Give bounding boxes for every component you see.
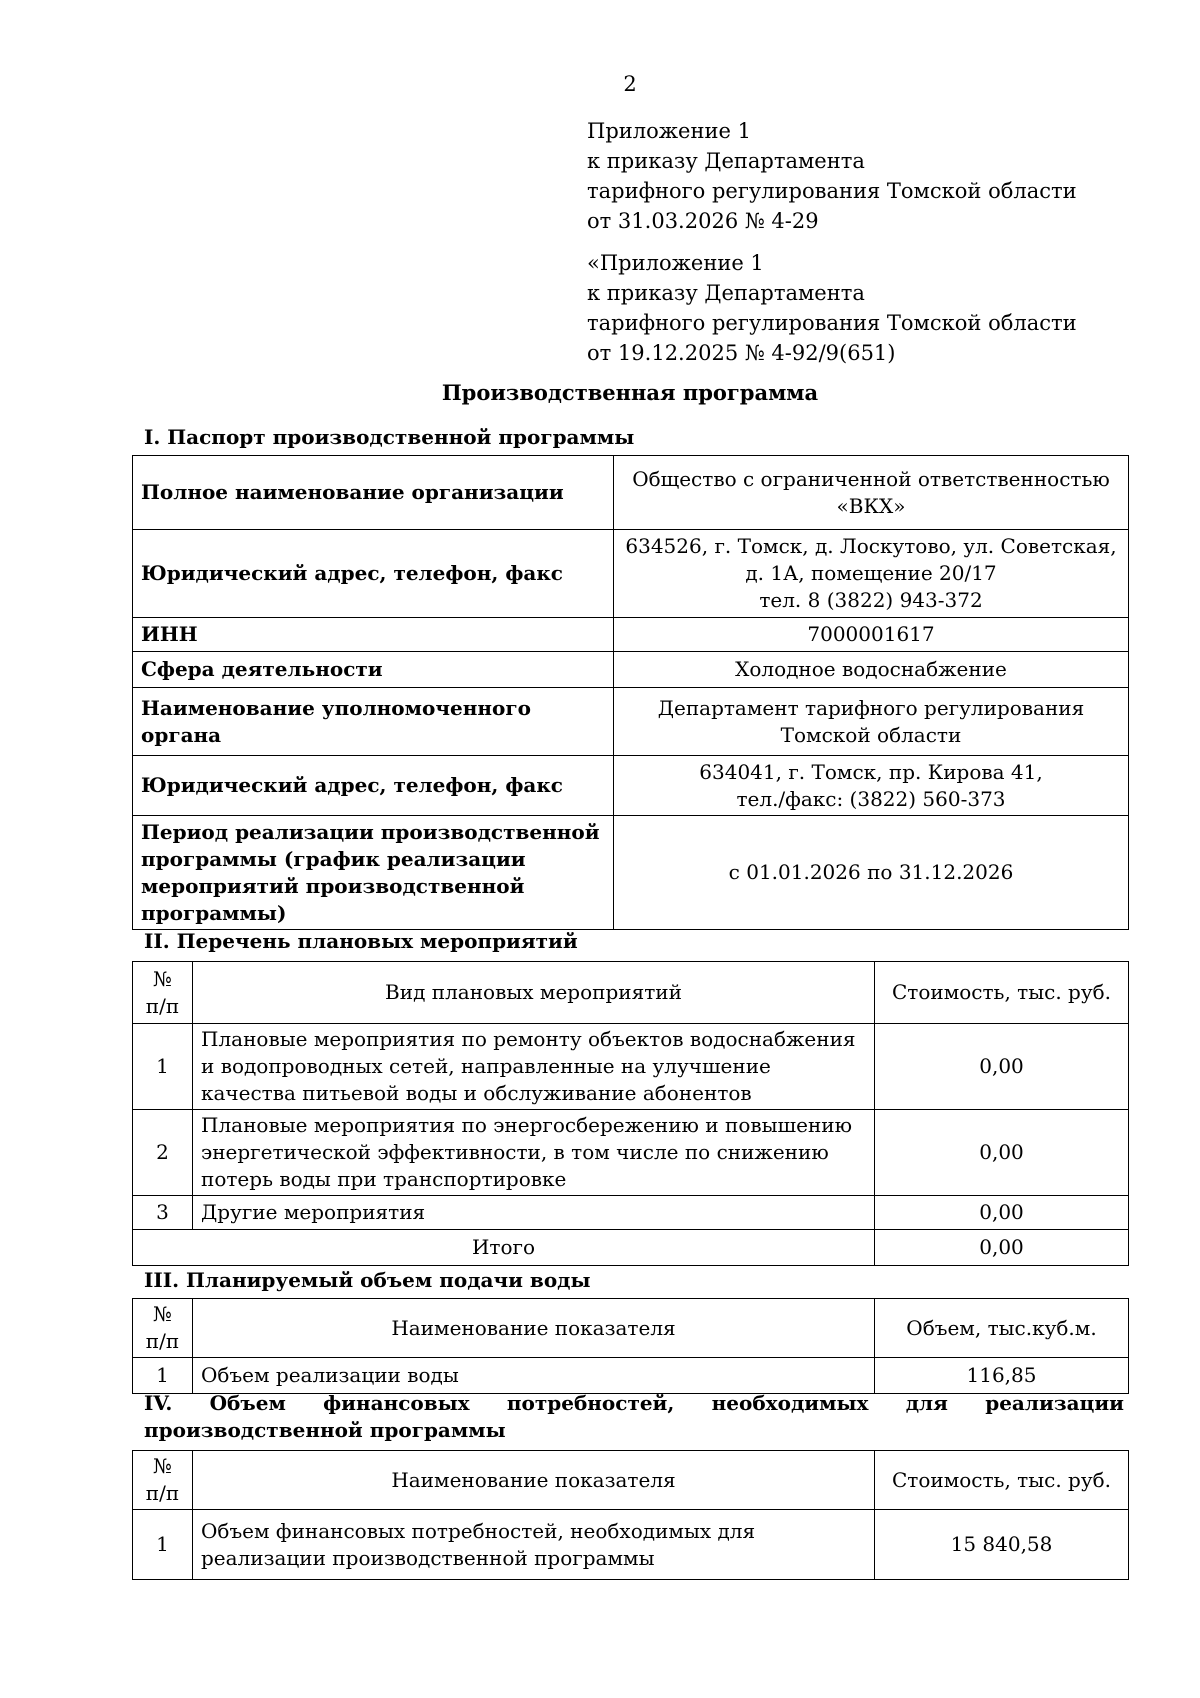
column-header-value: Объем, тыс.куб.м. — [875, 1299, 1129, 1358]
column-header-value: Стоимость, тыс. руб. — [875, 1451, 1129, 1510]
table-row — [133, 456, 1129, 530]
table-row — [133, 756, 1129, 816]
row-name: Другие мероприятия — [193, 1196, 875, 1230]
value-line: «ВКХ» — [836, 493, 906, 518]
table-header-row — [133, 962, 1129, 1024]
column-header-num: № п/п — [133, 1299, 193, 1358]
row-value — [614, 756, 1129, 816]
stamp-line: от 31.03.2026 № 4-29 — [587, 209, 819, 233]
table-row — [133, 1196, 1129, 1230]
value-line: тел. 8 (3822) 943-372 — [759, 588, 983, 612]
row-num: 2 — [133, 1110, 193, 1196]
page-number: 2 — [623, 72, 637, 96]
table-row — [133, 1110, 1129, 1196]
table-row — [133, 1358, 1129, 1394]
table-row — [133, 816, 1129, 930]
section-title-water-volume: III. Планируемый объем подачи воды — [144, 1268, 591, 1292]
appendix-stamp-current — [587, 116, 1147, 236]
stamp-line: Приложение 1 — [587, 119, 751, 143]
row-label: Юридический адрес, телефон, факс — [133, 756, 614, 816]
row-value — [614, 530, 1129, 618]
column-header-cost: Стоимость, тыс. руб. — [875, 962, 1129, 1024]
water-volume-table — [132, 1298, 1129, 1394]
row-num: 1 — [133, 1358, 193, 1394]
appendix-stamp-previous — [587, 248, 1147, 368]
row-value: 116,85 — [875, 1358, 1129, 1394]
row-name: Плановые мероприятия по ремонту объектов водоснабжения и водопроводных сетей, направленные на улучшение качества питьевой воды и обслуживание абонентов — [193, 1024, 875, 1110]
row-value — [614, 456, 1129, 530]
row-cost: 0,00 — [875, 1110, 1129, 1196]
row-num: 1 — [133, 1024, 193, 1110]
value-line: 634526, г. Томск, д. Лоскутово, ул. Советская, — [625, 534, 1117, 558]
row-num: 1 — [133, 1510, 193, 1580]
row-label: ИНН — [133, 618, 614, 652]
row-num: 3 — [133, 1196, 193, 1230]
row-label: Юридический адрес, телефон, факс — [133, 530, 614, 618]
row-value: Холодное водоснабжение — [614, 652, 1129, 688]
table-total-row — [133, 1230, 1129, 1266]
stamp-line: к приказу Департамента — [587, 149, 865, 173]
table-header-row — [133, 1299, 1129, 1358]
column-header-name: Наименование показателя — [193, 1299, 875, 1358]
value-line: Департамент тарифного регулирования — [657, 695, 1085, 720]
table-row — [133, 530, 1129, 618]
stamp-line: от 19.12.2025 № 4-92/9(651) — [587, 341, 896, 365]
row-cost: 0,00 — [875, 1196, 1129, 1230]
row-name: Объем финансовых потребностей, необходимых для реализации производственной программы — [193, 1510, 875, 1580]
passport-table — [132, 455, 1129, 930]
table-row — [133, 652, 1129, 688]
row-cost: 0,00 — [875, 1024, 1129, 1110]
financial-needs-table — [132, 1450, 1129, 1580]
document-title: Производственная программа — [441, 380, 819, 405]
row-label: Полное наименование организации — [133, 456, 614, 530]
row-label: Наименование уполномоченного органа — [133, 688, 614, 756]
row-name: Плановые мероприятия по энергосбережению и повышению энергетической эффективности, в том числе по снижению потерь воды при транспортировке — [193, 1110, 875, 1196]
value-line: д. 1А, помещение 20/17 — [745, 561, 997, 585]
value-line: Общество с ограниченной ответственностью — [632, 466, 1110, 491]
section-title-planned-events: II. Перечень плановых мероприятий — [144, 929, 578, 953]
column-header-name: Вид плановых мероприятий — [193, 962, 875, 1024]
row-label: Период реализации производственной программы (график реализации мероприятий производственной программы) — [133, 816, 614, 930]
row-value: с 01.01.2026 по 31.12.2026 — [614, 816, 1129, 930]
column-header-name: Наименование показателя — [193, 1451, 875, 1510]
column-header-num: № п/п — [133, 1451, 193, 1510]
stamp-line: «Приложение 1 — [587, 251, 764, 275]
total-label: Итого — [133, 1230, 875, 1266]
row-name: Объем реализации воды — [193, 1358, 875, 1394]
row-value — [614, 688, 1129, 756]
planned-events-table — [132, 961, 1129, 1266]
value-line: 634041, г. Томск, пр. Кирова 41, — [699, 759, 1043, 784]
section-title-financial-needs: IV. Объем финансовых потребностей, необходимых для реализации производственной программы — [144, 1391, 1124, 1442]
table-row — [133, 1024, 1129, 1110]
row-value: 7000001617 — [614, 618, 1129, 652]
total-cost: 0,00 — [875, 1230, 1129, 1266]
table-row — [133, 1510, 1129, 1580]
row-label: Сфера деятельности — [133, 652, 614, 688]
table-header-row — [133, 1451, 1129, 1510]
value-line: Томской области — [780, 722, 962, 747]
stamp-line: тарифного регулирования Томской области — [587, 179, 1077, 203]
table-row — [133, 688, 1129, 756]
table-row — [133, 618, 1129, 652]
value-line: тел./факс: (3822) 560-373 — [736, 786, 1006, 811]
row-value: 15 840,58 — [875, 1510, 1129, 1580]
section-title-passport: I. Паспорт производственной программы — [144, 425, 635, 449]
stamp-line: к приказу Департамента — [587, 281, 865, 305]
column-header-num: № п/п — [133, 962, 193, 1024]
stamp-line: тарифного регулирования Томской области — [587, 311, 1077, 335]
